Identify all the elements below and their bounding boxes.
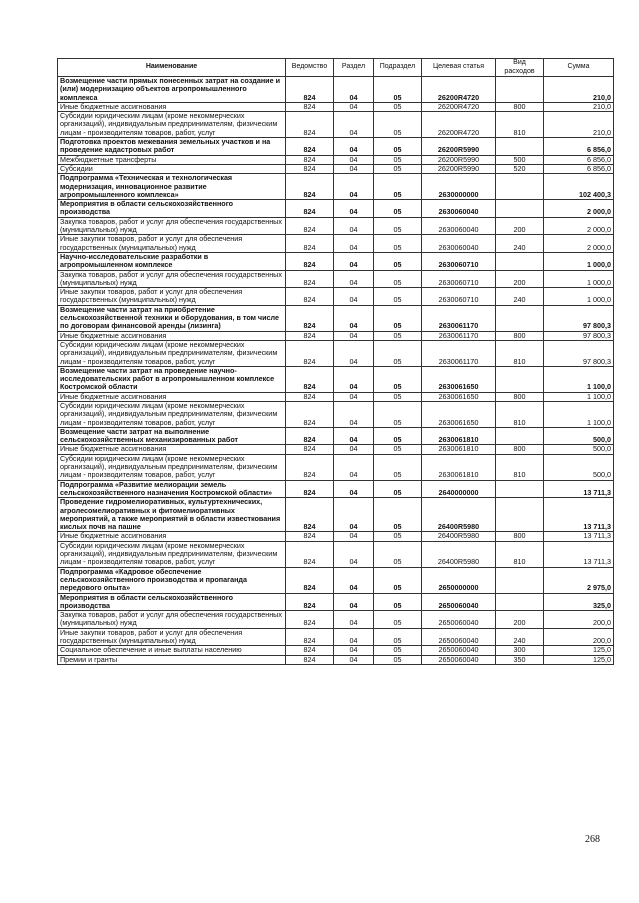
cell-section: 04: [334, 331, 374, 340]
cell-section: 04: [334, 288, 374, 306]
table-row: [58, 77, 614, 103]
cell-subsection: 05: [374, 288, 422, 306]
cell-name: Иные бюджетные ассигнования: [58, 331, 286, 340]
cell-expense-type: [496, 498, 544, 532]
cell-amount: 500,0: [544, 454, 614, 480]
cell-name: Возмещение части затрат на проведение научно-исследовательских работ в агропромышленном комплексе Костромской области: [58, 366, 286, 392]
cell-target: 2630060040: [422, 200, 496, 218]
cell-department: 824: [286, 427, 334, 445]
cell-section: 04: [334, 164, 374, 173]
cell-name: Подпрограмма «Развитие мелиорации земель сельскохозяйственного назначения Костромской области»: [58, 480, 286, 498]
header-target: Целевая статья: [422, 59, 496, 77]
cell-section: 04: [334, 498, 374, 532]
cell-amount: 325,0: [544, 593, 614, 611]
cell-department: 824: [286, 77, 334, 103]
cell-expense-type: [496, 174, 544, 200]
cell-amount: 2 975,0: [544, 567, 614, 593]
cell-section: 04: [334, 392, 374, 401]
cell-target: 26200R5990: [422, 138, 496, 156]
cell-department: 824: [286, 235, 334, 253]
cell-name: Подготовка проектов межевания земельных участков и на проведение кадастровых работ: [58, 138, 286, 156]
cell-amount: 1 000,0: [544, 270, 614, 288]
cell-subsection: 05: [374, 305, 422, 331]
cell-department: 824: [286, 454, 334, 480]
cell-department: 824: [286, 270, 334, 288]
cell-section: 04: [334, 655, 374, 664]
table-header-row: [58, 59, 614, 77]
cell-name: Возмещение части затрат на выполнение сельскохозяйственных механизированных работ: [58, 427, 286, 445]
cell-target: 2650060040: [422, 646, 496, 655]
cell-subsection: 05: [374, 541, 422, 567]
cell-name: Иные бюджетные ассигнования: [58, 445, 286, 454]
table-row: [58, 392, 614, 401]
cell-section: 04: [334, 200, 374, 218]
cell-subsection: 05: [374, 480, 422, 498]
cell-expense-type: 240: [496, 288, 544, 306]
cell-section: 04: [334, 628, 374, 646]
cell-section: 04: [334, 445, 374, 454]
cell-section: 04: [334, 235, 374, 253]
cell-subsection: 05: [374, 164, 422, 173]
cell-department: 824: [286, 628, 334, 646]
table-row: [58, 646, 614, 655]
cell-expense-type: 200: [496, 217, 544, 235]
cell-target: 2650060040: [422, 611, 496, 629]
cell-subsection: 05: [374, 252, 422, 270]
cell-amount: 500,0: [544, 427, 614, 445]
cell-amount: 500,0: [544, 445, 614, 454]
cell-department: 824: [286, 480, 334, 498]
cell-name: Субсидии юридическим лицам (кроме некоммерческих организаций), индивидуальным предпринимателям, физическим лицам - производителям товаров, работ, услуг: [58, 401, 286, 427]
cell-amount: 6 856,0: [544, 138, 614, 156]
table-row: [58, 611, 614, 629]
budget-table: [57, 58, 614, 665]
cell-amount: 6 856,0: [544, 155, 614, 164]
cell-expense-type: [496, 427, 544, 445]
cell-name: Проведение гидромелиоративных, культуртехнических, агролесомелиоративных и фитомелиоративных мероприятий, а также мероприятий в области известкования кислых почв на пашне: [58, 498, 286, 532]
cell-department: 824: [286, 112, 334, 138]
cell-amount: 200,0: [544, 611, 614, 629]
table-row: [58, 164, 614, 173]
cell-name: Иные закупки товаров, работ и услуг для обеспечения государственных (муниципальных) нужд: [58, 628, 286, 646]
cell-name: Премии и гранты: [58, 655, 286, 664]
cell-name: Научно-исследовательские разработки в агропромышленном комплексе: [58, 252, 286, 270]
cell-subsection: 05: [374, 427, 422, 445]
cell-amount: 13 711,3: [544, 498, 614, 532]
cell-name: Иные бюджетные ассигнования: [58, 392, 286, 401]
cell-amount: 97 800,3: [544, 305, 614, 331]
header-amount: Сумма: [544, 59, 614, 77]
cell-subsection: 05: [374, 445, 422, 454]
cell-amount: 125,0: [544, 655, 614, 664]
cell-amount: 102 400,3: [544, 174, 614, 200]
table-row: [58, 541, 614, 567]
cell-section: 04: [334, 112, 374, 138]
cell-amount: 210,0: [544, 102, 614, 111]
cell-target: 2630000000: [422, 174, 496, 200]
cell-section: 04: [334, 593, 374, 611]
cell-amount: 1 100,0: [544, 401, 614, 427]
cell-name: Субсидии юридическим лицам (кроме некоммерческих организаций), индивидуальным предпринимателям, физическим лицам - производителям товаров, работ, услуг: [58, 112, 286, 138]
cell-name: Мероприятия в области сельскохозяйственного производства: [58, 200, 286, 218]
cell-department: 824: [286, 138, 334, 156]
table-row: [58, 454, 614, 480]
cell-expense-type: 500: [496, 155, 544, 164]
cell-subsection: 05: [374, 532, 422, 541]
cell-department: 824: [286, 593, 334, 611]
cell-department: 824: [286, 646, 334, 655]
cell-amount: 97 800,3: [544, 340, 614, 366]
table-row: [58, 270, 614, 288]
cell-target: 2630061170: [422, 331, 496, 340]
cell-amount: 97 800,3: [544, 331, 614, 340]
page-number: 268: [585, 834, 600, 845]
cell-subsection: 05: [374, 174, 422, 200]
cell-section: 04: [334, 611, 374, 629]
cell-target: 2630060710: [422, 288, 496, 306]
cell-department: 824: [286, 200, 334, 218]
cell-subsection: 05: [374, 340, 422, 366]
cell-name: Иные бюджетные ассигнования: [58, 102, 286, 111]
cell-expense-type: [496, 593, 544, 611]
table-row: [58, 331, 614, 340]
cell-section: 04: [334, 401, 374, 427]
cell-amount: 1 000,0: [544, 252, 614, 270]
cell-subsection: 05: [374, 611, 422, 629]
cell-expense-type: [496, 138, 544, 156]
cell-amount: 1 100,0: [544, 392, 614, 401]
cell-target: 26400R5980: [422, 541, 496, 567]
cell-amount: 200,0: [544, 628, 614, 646]
cell-name: Социальное обеспечение и иные выплаты населению: [58, 646, 286, 655]
cell-target: 2650060040: [422, 628, 496, 646]
cell-target: 2630061650: [422, 392, 496, 401]
cell-amount: 13 711,3: [544, 541, 614, 567]
table-row: [58, 480, 614, 498]
cell-section: 04: [334, 77, 374, 103]
header-department: Ведомство: [286, 59, 334, 77]
cell-target: 2630060040: [422, 235, 496, 253]
cell-section: 04: [334, 270, 374, 288]
cell-target: 2650060040: [422, 593, 496, 611]
cell-subsection: 05: [374, 366, 422, 392]
cell-expense-type: 800: [496, 532, 544, 541]
cell-expense-type: 810: [496, 454, 544, 480]
table-row: [58, 366, 614, 392]
table-row: [58, 138, 614, 156]
table-body: [58, 77, 614, 665]
cell-subsection: 05: [374, 112, 422, 138]
table-row: [58, 532, 614, 541]
cell-subsection: 05: [374, 138, 422, 156]
cell-section: 04: [334, 541, 374, 567]
cell-amount: 13 711,3: [544, 480, 614, 498]
cell-target: 2630061170: [422, 340, 496, 366]
header-subsection: Подраздел: [374, 59, 422, 77]
cell-department: 824: [286, 331, 334, 340]
cell-target: 26400R5980: [422, 532, 496, 541]
cell-expense-type: 240: [496, 235, 544, 253]
cell-subsection: 05: [374, 655, 422, 664]
cell-amount: 2 000,0: [544, 200, 614, 218]
table-row: [58, 655, 614, 664]
cell-department: 824: [286, 392, 334, 401]
cell-expense-type: [496, 77, 544, 103]
cell-section: 04: [334, 567, 374, 593]
cell-expense-type: 800: [496, 392, 544, 401]
cell-name: Подпрограмма «Кадровое обеспечение сельскохозяйственного производства и пропаганда передового опыта»: [58, 567, 286, 593]
cell-subsection: 05: [374, 235, 422, 253]
table-row: [58, 235, 614, 253]
cell-expense-type: [496, 252, 544, 270]
cell-department: 824: [286, 498, 334, 532]
cell-subsection: 05: [374, 392, 422, 401]
cell-name: Возмещение части прямых понесенных затрат на создание и (или) модернизацию объектов агропромышленного комплекса: [58, 77, 286, 103]
cell-section: 04: [334, 480, 374, 498]
cell-target: 26400R5980: [422, 498, 496, 532]
cell-target: 2630061650: [422, 366, 496, 392]
cell-name: Субсидии юридическим лицам (кроме некоммерческих организаций), индивидуальным предпринимателям, физическим лицам - производителям товаров, работ, услуг: [58, 340, 286, 366]
cell-amount: 210,0: [544, 112, 614, 138]
cell-target: 26200R4720: [422, 112, 496, 138]
cell-expense-type: 800: [496, 445, 544, 454]
cell-target: 2640000000: [422, 480, 496, 498]
cell-section: 04: [334, 155, 374, 164]
cell-name: Иные закупки товаров, работ и услуг для обеспечения государственных (муниципальных) нужд: [58, 288, 286, 306]
cell-section: 04: [334, 646, 374, 655]
cell-expense-type: 810: [496, 401, 544, 427]
cell-department: 824: [286, 532, 334, 541]
cell-subsection: 05: [374, 331, 422, 340]
table-row: [58, 174, 614, 200]
cell-subsection: 05: [374, 628, 422, 646]
cell-target: 2630061650: [422, 401, 496, 427]
cell-name: Закупка товаров, работ и услуг для обеспечения государственных (муниципальных) нужд: [58, 217, 286, 235]
table-row: [58, 288, 614, 306]
cell-expense-type: [496, 305, 544, 331]
table-row: [58, 112, 614, 138]
cell-target: 26200R4720: [422, 102, 496, 111]
table-row: [58, 340, 614, 366]
cell-section: 04: [334, 102, 374, 111]
cell-subsection: 05: [374, 102, 422, 111]
cell-section: 04: [334, 366, 374, 392]
cell-subsection: 05: [374, 200, 422, 218]
cell-amount: 2 000,0: [544, 235, 614, 253]
cell-department: 824: [286, 611, 334, 629]
cell-target: 2650000000: [422, 567, 496, 593]
cell-subsection: 05: [374, 593, 422, 611]
cell-target: 2630060040: [422, 217, 496, 235]
cell-name: Субсидии юридическим лицам (кроме некоммерческих организаций), индивидуальным предпринимателям, физическим лицам - производителям товаров, работ, услуг: [58, 454, 286, 480]
table-row: [58, 593, 614, 611]
table-row: [58, 102, 614, 111]
cell-name: Подпрограмма «Техническая и технологическая модернизация, инновационное развитие агропромышленного комплекса»: [58, 174, 286, 200]
cell-department: 824: [286, 155, 334, 164]
cell-subsection: 05: [374, 401, 422, 427]
cell-target: 2630061170: [422, 305, 496, 331]
cell-target: 26200R5990: [422, 164, 496, 173]
cell-target: 26200R4720: [422, 77, 496, 103]
cell-amount: 13 711,3: [544, 532, 614, 541]
cell-section: 04: [334, 174, 374, 200]
cell-expense-type: 800: [496, 331, 544, 340]
cell-department: 824: [286, 217, 334, 235]
cell-section: 04: [334, 138, 374, 156]
cell-name: Мероприятия в области сельскохозяйственного производства: [58, 593, 286, 611]
table-row: [58, 498, 614, 532]
cell-department: 824: [286, 164, 334, 173]
cell-section: 04: [334, 340, 374, 366]
cell-department: 824: [286, 445, 334, 454]
cell-department: 824: [286, 102, 334, 111]
cell-expense-type: 300: [496, 646, 544, 655]
table-row: [58, 427, 614, 445]
cell-amount: 125,0: [544, 646, 614, 655]
cell-target: 2630060710: [422, 270, 496, 288]
table-row: [58, 155, 614, 164]
cell-department: 824: [286, 252, 334, 270]
cell-name: Закупка товаров, работ и услуг для обеспечения государственных (муниципальных) нужд: [58, 270, 286, 288]
cell-expense-type: [496, 200, 544, 218]
cell-name: Субсидии: [58, 164, 286, 173]
table-row: [58, 217, 614, 235]
cell-subsection: 05: [374, 646, 422, 655]
cell-expense-type: 240: [496, 628, 544, 646]
table-row: [58, 200, 614, 218]
cell-target: 2630060710: [422, 252, 496, 270]
cell-expense-type: 520: [496, 164, 544, 173]
header-name: Наименование: [58, 59, 286, 77]
cell-target: 2630061810: [422, 427, 496, 445]
cell-subsection: 05: [374, 567, 422, 593]
cell-expense-type: [496, 366, 544, 392]
cell-section: 04: [334, 532, 374, 541]
cell-department: 824: [286, 305, 334, 331]
header-section: Раздел: [334, 59, 374, 77]
cell-subsection: 05: [374, 454, 422, 480]
cell-section: 04: [334, 217, 374, 235]
cell-name: Иные закупки товаров, работ и услуг для обеспечения государственных (муниципальных) нужд: [58, 235, 286, 253]
table-row: [58, 445, 614, 454]
cell-subsection: 05: [374, 217, 422, 235]
cell-name: Возмещение части затрат на приобретение сельскохозяйственной техники и оборудования, в том числе по договорам финансовой аренды (лизинга): [58, 305, 286, 331]
table-row: [58, 305, 614, 331]
cell-expense-type: 200: [496, 611, 544, 629]
cell-department: 824: [286, 655, 334, 664]
cell-amount: 1 100,0: [544, 366, 614, 392]
cell-department: 824: [286, 541, 334, 567]
cell-subsection: 05: [374, 270, 422, 288]
cell-expense-type: 810: [496, 340, 544, 366]
cell-expense-type: 810: [496, 541, 544, 567]
cell-subsection: 05: [374, 77, 422, 103]
cell-amount: 2 000,0: [544, 217, 614, 235]
cell-amount: 6 856,0: [544, 164, 614, 173]
cell-name: Иные бюджетные ассигнования: [58, 532, 286, 541]
cell-subsection: 05: [374, 498, 422, 532]
header-expense-type: Вид расходов: [496, 59, 544, 77]
cell-target: 2630061810: [422, 454, 496, 480]
cell-department: 824: [286, 340, 334, 366]
cell-expense-type: 810: [496, 112, 544, 138]
cell-expense-type: 200: [496, 270, 544, 288]
cell-name: Субсидии юридическим лицам (кроме некоммерческих организаций), индивидуальным предпринимателям, физическим лицам - производителям товаров, работ, услуг: [58, 541, 286, 567]
cell-expense-type: 800: [496, 102, 544, 111]
cell-expense-type: [496, 480, 544, 498]
cell-section: 04: [334, 305, 374, 331]
cell-name: Закупка товаров, работ и услуг для обеспечения государственных (муниципальных) нужд: [58, 611, 286, 629]
cell-department: 824: [286, 567, 334, 593]
cell-expense-type: [496, 567, 544, 593]
cell-expense-type: 350: [496, 655, 544, 664]
cell-section: 04: [334, 252, 374, 270]
table-row: [58, 628, 614, 646]
cell-section: 04: [334, 454, 374, 480]
table-row: [58, 567, 614, 593]
cell-department: 824: [286, 366, 334, 392]
cell-target: 2630061810: [422, 445, 496, 454]
cell-amount: 210,0: [544, 77, 614, 103]
table-row: [58, 252, 614, 270]
cell-department: 824: [286, 174, 334, 200]
cell-subsection: 05: [374, 155, 422, 164]
cell-name: Межбюджетные трансферты: [58, 155, 286, 164]
cell-department: 824: [286, 288, 334, 306]
cell-target: 26200R5990: [422, 155, 496, 164]
cell-section: 04: [334, 427, 374, 445]
cell-amount: 1 000,0: [544, 288, 614, 306]
cell-department: 824: [286, 401, 334, 427]
cell-target: 2650060040: [422, 655, 496, 664]
table-row: [58, 401, 614, 427]
